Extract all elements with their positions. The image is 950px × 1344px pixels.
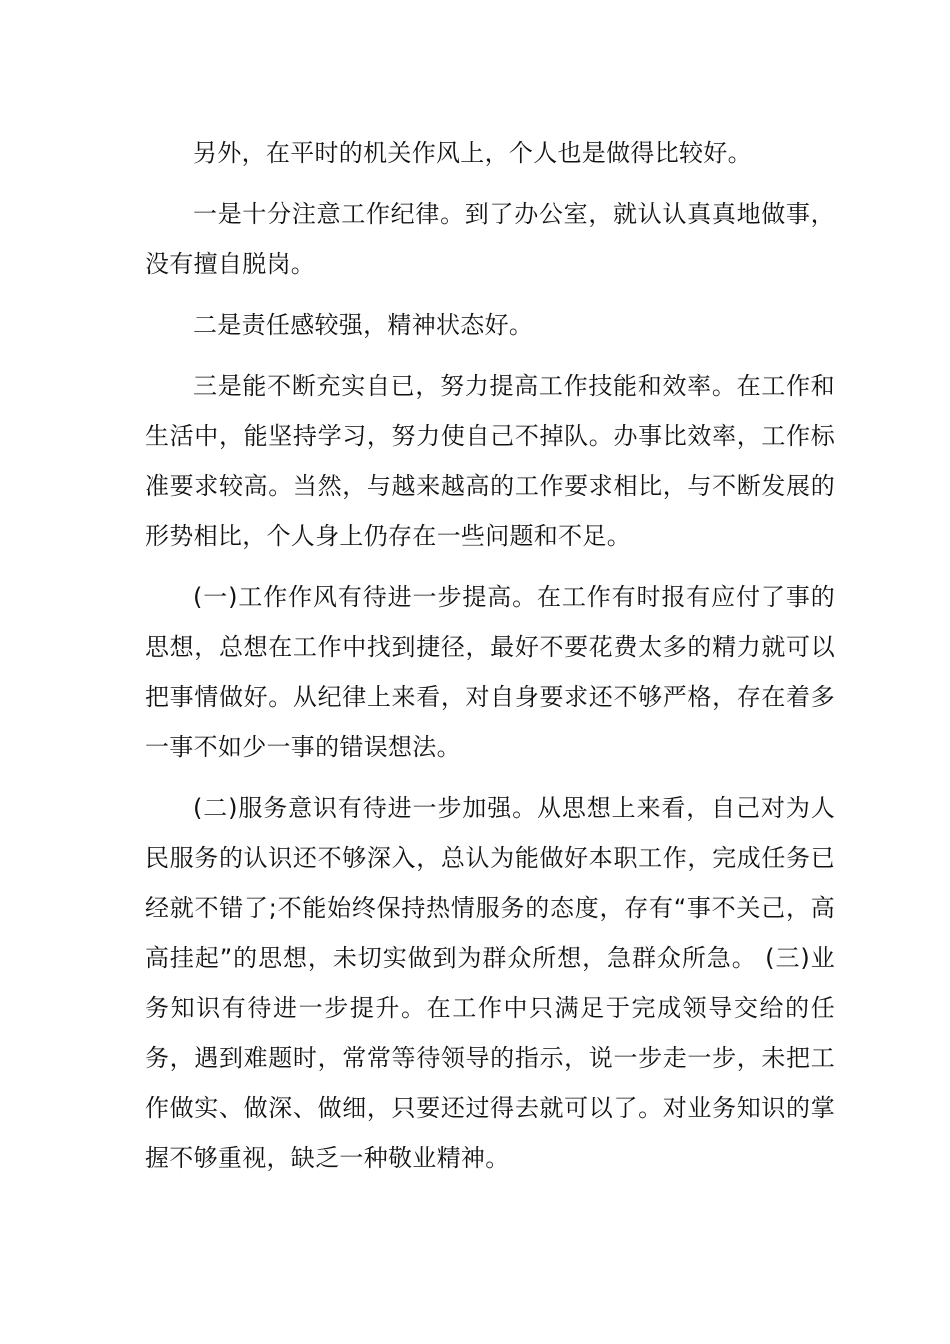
document-body	[145, 128, 835, 1194]
paragraph-self-improvement: 三是能不断充实自已，努力提高工作技能和效率。在工作和生活中，能坚持学习，努力使自己不掉队。办事比效率，工作标准要求较高。当然，与越来越高的工作要求相比，与不断发展的形势相比，个人身上仍存在一些问题和不足。	[145, 372, 835, 550]
paragraph-discipline: 一是十分注意工作纪律。到了办公室，就认认真真地做事，没有擅自脱岗。	[145, 200, 835, 278]
paragraph-work-style: 另外，在平时的机关作风上，个人也是做得比较好。	[193, 139, 752, 167]
paragraph-issue-one: (一)工作作风有待进一步提高。在工作有时报有应付了事的思想，总想在工作中找到捷径，最好不要花费太多的精力就可以把事情做好。从纪律上来看，对自身要求还不够严格，存在着多一事不如少一事的错误想法。	[145, 583, 835, 761]
paragraph-issue-two-three: (二)服务意识有待进一步加强。从思想上来看，自己对为人民服务的认识还不够深入，总认为能做好本职工作，完成任务已经就不错了;不能始终保持热情服务的态度，存有“事不关己，高高挂起”的思想，未切实做到为群众所想，急群众所急。 (三)业务知识有待进一步提升。在工作中只满足于完成领导交给的任务，遇到难题时，常常等待领导的指示，说一步走一步，未把工作做实、做深、做细，只要还过得去就可以了。对业务知识的掌握不够重视，缺乏一种敬业精神。	[145, 794, 835, 1172]
paragraph-responsibility: 二是责任感较强，精神状态好。	[193, 311, 534, 339]
